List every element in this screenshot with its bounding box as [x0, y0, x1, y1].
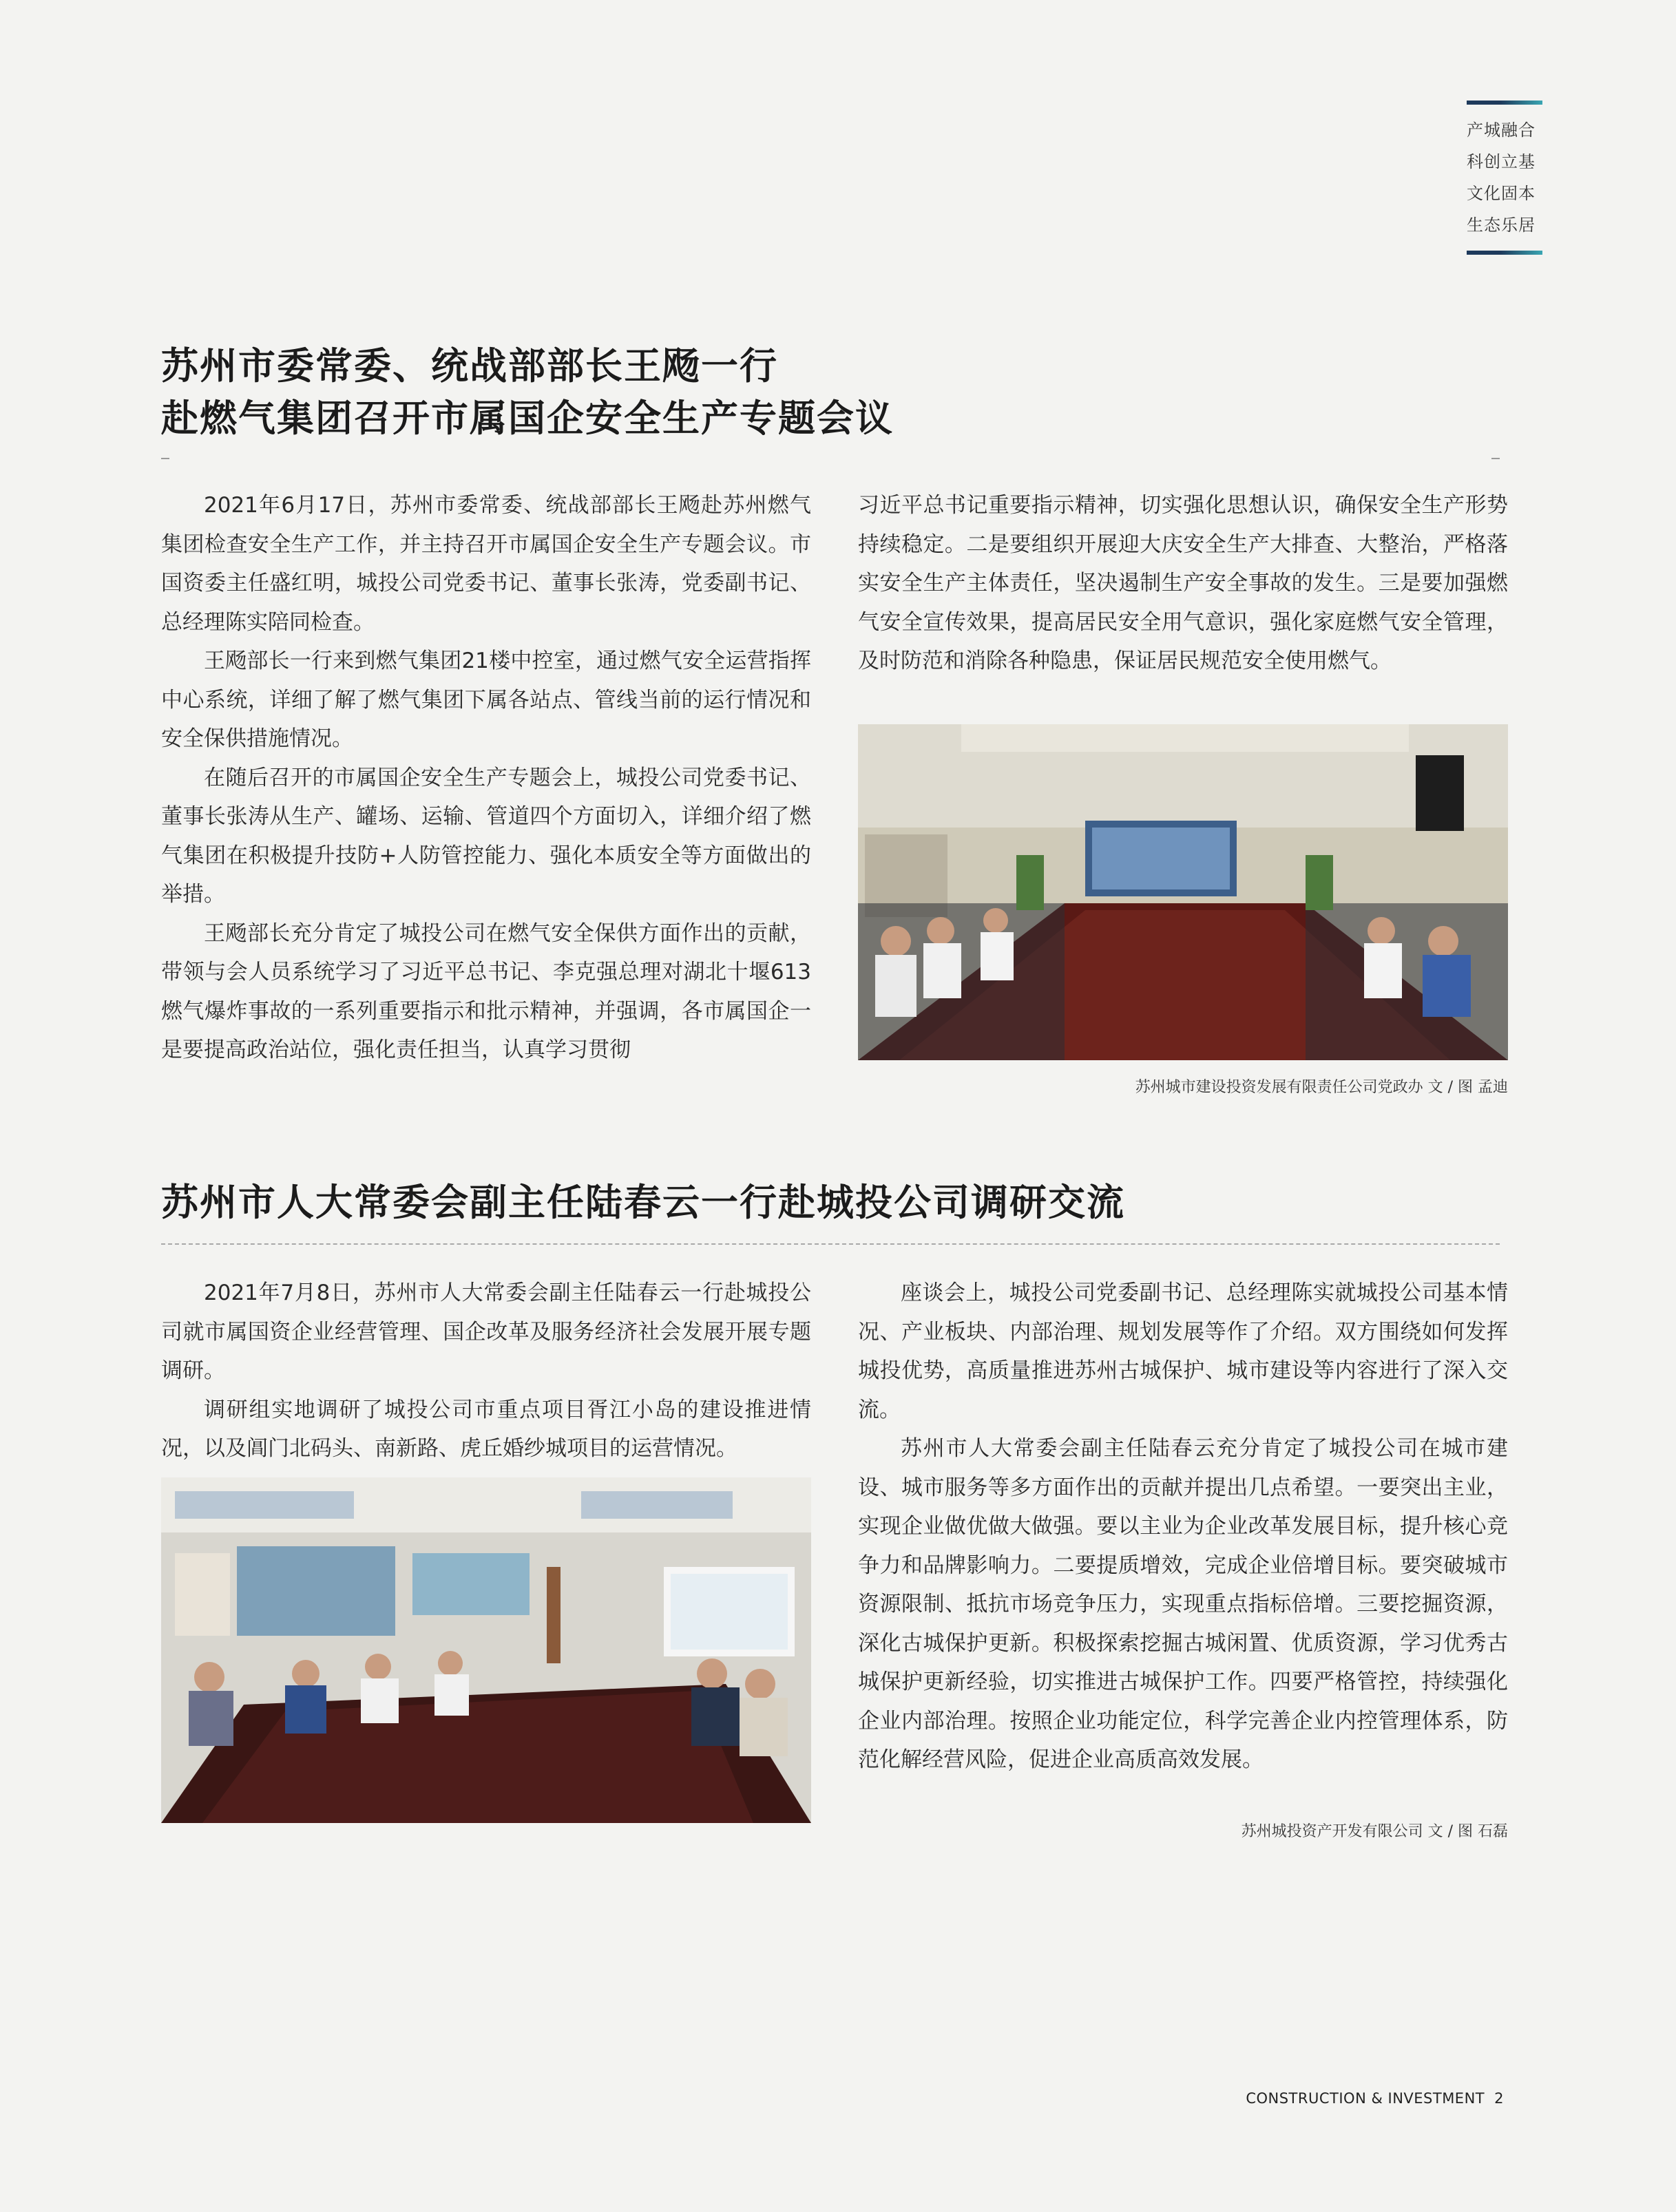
conference-image	[161, 1477, 811, 1823]
article1-title-line2: 赴燃气集团召开市属国企安全生产专题会议	[161, 397, 894, 440]
section-tags	[1467, 101, 1542, 255]
article1-rule	[161, 458, 1500, 459]
article2-right-column	[858, 1274, 1508, 1780]
article1-paragraph: 在随后召开的市属国企安全生产专题会上，城投公司党委书记、董事长张涛从生产、罐场、运输、管道四个方面切入，详细介绍了燃气集团在积极提升技防+人防管控能力、强化本质安全等方面做出的举措。	[161, 765, 811, 907]
page-footer	[1246, 2090, 1504, 2107]
article2-paragraph: 调研组实地调研了城投公司市重点项目胥江小岛的建设推进情况，以及阊门北码头、南新路、虎丘婚纱城项目的运营情况。	[161, 1397, 811, 1461]
tag-item: 产城融合	[1467, 120, 1536, 140]
tag-item: 文化固本	[1467, 184, 1536, 203]
tag-item: 生态乐居	[1467, 215, 1536, 235]
article1-paragraph: 王飏部长充分肯定了城投公司在燃气安全保供方面作出的贡献，带领与会人员系统学习了习近平总书记、李克强总理对湖北十堰613燃气爆炸事故的一系列重要指示和批示精神，并强调，各市属国企一是要提高政治站位，强化责任担当，认真学习贯彻	[161, 920, 811, 1062]
article2-rule	[161, 1243, 1500, 1245]
article1-title	[161, 340, 894, 445]
article2-paragraph: 苏州市人大常委会副主任陆春云充分肯定了城投公司在城市建设、城市服务等多方面作出的贡献并提出几点希望。一要突出主业，实现企业做优做大做强。要以主业为企业改革发展目标，提升核心竞争力和品牌影响力。二要提质增效，完成企业倍增目标。要突破城市资源限制、抵抗市场竞争压力，实现重点指标倍增。三要挖掘资源，深化古城保护更新。积极探索挖掘古城闲置、优质资源，学习优秀古城保护更新经验，切实推进古城保护工作。四要严格管控，持续强化企业内部治理。按照企业功能定位，科学完善企业内控管理体系，防范化解经营风险，促进企业高质高效发展。	[858, 1436, 1508, 1772]
article1-paragraph-continued: 习近平总书记重要指示精神，切实强化思想认识，确保安全生产形势持续稳定。二是要组织开展迎大庆安全生产大排查、大整治，严格落实安全生产主体责任，坚决遏制生产安全事故的发生。三是要加强燃气安全宣传效果，提高居民安全用气意识，强化家庭燃气安全管理，及时防范和消除各种隐患，保证居民规范安全使用燃气。	[858, 493, 1508, 673]
tag-bar-bottom	[1467, 251, 1542, 255]
article1-paragraph: 2021年6月17日，苏州市委常委、统战部部长王飏赴苏州燃气集团检查安全生产工作，并主持召开市属国企安全生产专题会议。市国资委主任盛红明，城投公司党委书记、董事长张涛，党委副书记、总经理陈实陪同检查。	[161, 493, 811, 635]
article2-title: 苏州市人大常委会副主任陆春云一行赴城投公司调研交流	[161, 1181, 1125, 1224]
article2-paragraph: 座谈会上，城投公司党委副书记、总经理陈实就城投公司基本情况、产业板块、内部治理、规划发展等作了介绍。双方围绕如何发挥城投优势，高质量推进苏州古城保护、城市建设等内容进行了深入交流。	[858, 1281, 1508, 1422]
article2-photo	[161, 1477, 811, 1823]
page-number: 2	[1494, 2090, 1504, 2107]
article2-paragraph: 2021年7月8日，苏州市人大常委会副主任陆春云一行赴城投公司就市属国资企业经营管理、国企改革及服务经济社会发展开展专题调研。	[161, 1281, 811, 1383]
article1-left-column	[161, 486, 811, 1070]
article1-credit: 苏州城市建设投资发展有限责任公司党政办 文 / 图 孟迪	[1135, 1079, 1508, 1096]
article2-credit: 苏州城投资产开发有限公司 文 / 图 石磊	[1241, 1823, 1508, 1840]
article2-left-column	[161, 1274, 811, 1468]
article1-photo	[858, 724, 1508, 1060]
meeting-room-image	[858, 724, 1508, 1060]
article1-title-line1: 苏州市委常委、统战部部长王飏一行	[161, 344, 778, 388]
magazine-name: CONSTRUCTION & INVESTMENT	[1246, 2090, 1485, 2107]
tag-bar-top	[1467, 101, 1542, 105]
article1-right-column	[858, 486, 1508, 681]
tag-item: 科创立基	[1467, 152, 1536, 171]
article1-paragraph: 王飏部长一行来到燃气集团21楼中控室，通过燃气安全运营指挥中心系统，详细了解了燃气集团下属各站点、管线当前的运行情况和安全保供措施情况。	[161, 649, 811, 751]
